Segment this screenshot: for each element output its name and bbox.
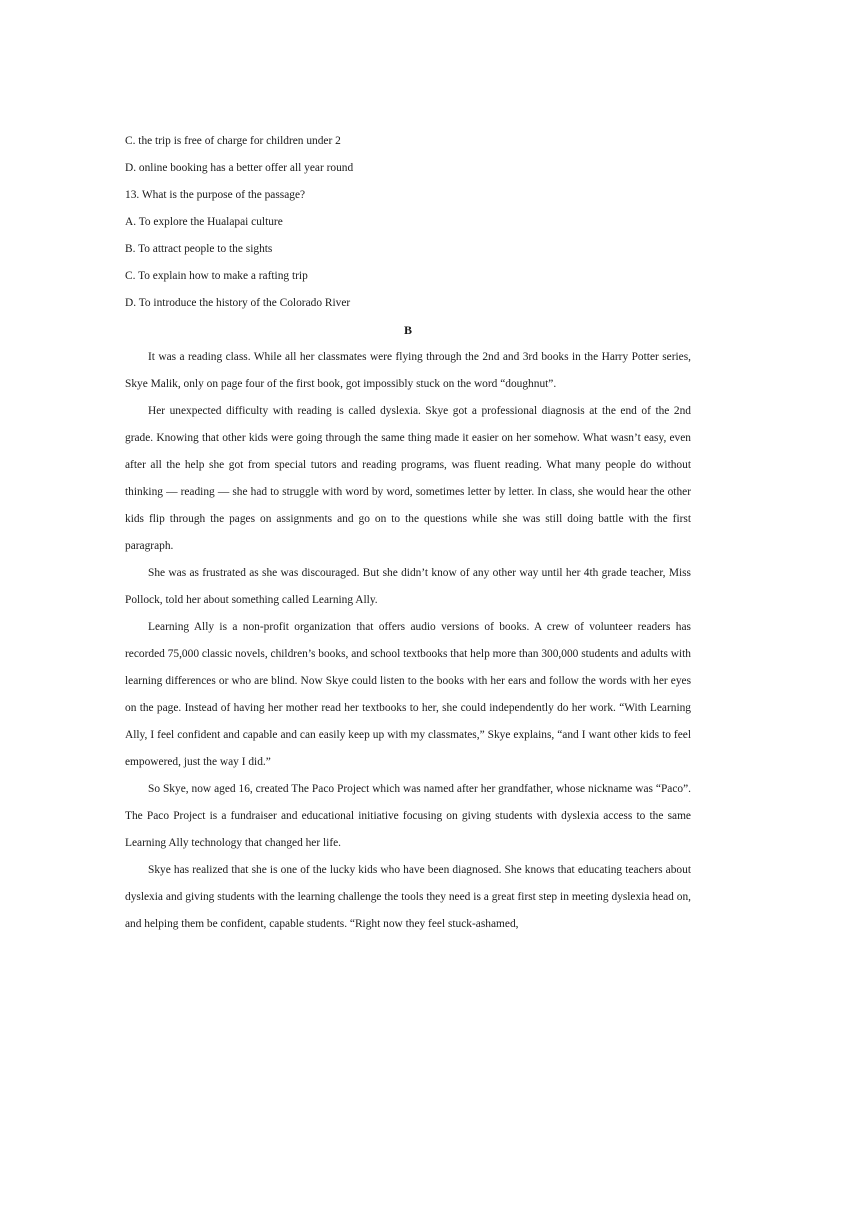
paragraph-1: It was a reading class. While all her classmates were flying through the 2nd and 3rd books in the Harry Potter series, Skye Malik, only on page four of the first book, got impossibly stuck on the word “doughnut”. bbox=[125, 351, 691, 390]
question-13-stem: 13. What is the purpose of the passage? bbox=[125, 189, 306, 201]
paragraph-6: Skye has realized that she is one of the lucky kids who have been diagnosed. She knows that educating teachers about dyslexia and giving students with the learning challenge the tools they need is a great first step in meeting dyslexia head on, and helping them be confident, capable students. “Right now they feel stuck-ashamed, bbox=[125, 864, 691, 930]
paragraph-3: She was as frustrated as she was discouraged. But she didn’t know of any other way until her 4th grade teacher, Miss Pollock, told her about something called Learning Ally. bbox=[125, 567, 691, 606]
paragraph-5: So Skye, now aged 16, created The Paco Project which was named after her grandfather, whose nickname was “Paco”. The Paco Project is a fundraiser and educational initiative focusing on giving students with dyslexia access to the same Learning Ally technology that changed her life. bbox=[125, 783, 691, 849]
paragraph-2: Her unexpected difficulty with reading is called dyslexia. Skye got a professional diagnosis at the end of the 2nd grade. Knowing that other kids were going through the same thing made it easier on her somehow. What wasn’t easy, even after all the help she got from special tutors and reading programs, was fluent reading. What many people do without thinking — reading — she had to struggle with word by word, sometimes letter by letter. In class, she would hear the other kids flip through the pages on assignments and go on to the questions while she was still doing battle with the first paragraph. bbox=[125, 405, 691, 552]
paragraph-4: Learning Ally is a non-profit organization that offers audio versions of books. A crew of volunteer readers has recorded 75,000 classic novels, children’s books, and school textbooks that help more than 300,000 students and adults with learning differences or who are blind. Now Skye could listen to the books with her ears and follow the words with her eyes on the page. Instead of having her mother read her textbooks to her, she could independently do her work. “With Learning Ally, I feel confident and capable and can easily keep up with my classmates,” Skye explains, “and I want other kids to feel empowered, just the way I did.” bbox=[125, 621, 691, 768]
option-13b: B. To attract people to the sights bbox=[125, 243, 273, 255]
document-page bbox=[125, 128, 691, 938]
section-b-title: B bbox=[403, 323, 412, 337]
option-13a: A. To explore the Hualapai culture bbox=[125, 216, 283, 228]
option-12c: C. the trip is free of charge for children under 2 bbox=[125, 135, 341, 147]
option-12d: D. online booking has a better offer all year round bbox=[125, 162, 354, 174]
option-13d: D. To introduce the history of the Colorado River bbox=[125, 297, 351, 309]
option-13c: C. To explain how to make a rafting trip bbox=[125, 270, 308, 282]
